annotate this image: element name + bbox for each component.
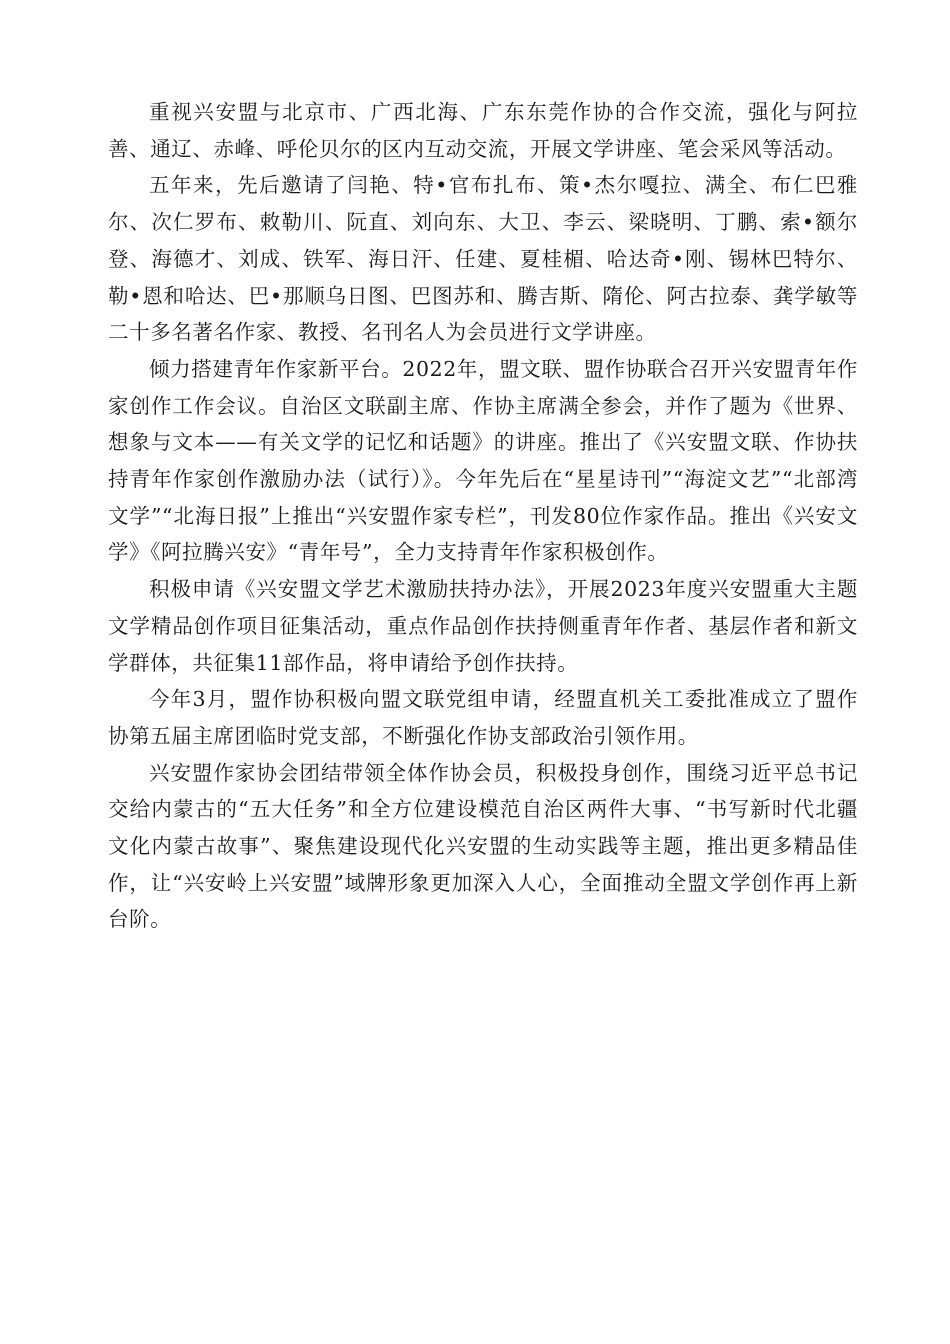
paragraph-conclusion: 兴安盟作家协会团结带领全体作协会员，积极投身创作，围绕习近平总书记交给内蒙古的“五大任务”和全方位建设模范自治区两件大事、“书写新时代北疆文化内蒙古故事”、聚焦建设现代化兴安盟的生动实践等主题，推出更多精品佳作，让“兴安岭上兴安盟”域牌形象更加深入人心，全面推动全盟文学创作再上新台阶。: [108, 760, 858, 932]
paragraph-invited-lecturers: 五年来，先后邀请了闫艳、特•官布扎布、策•杰尔嘎拉、满全、布仁巴雅尔、次仁罗布、敕勒川、阮直、刘向东、大卫、李云、梁晓明、丁鹏、索•额尔登、海德才、刘成、铁军、海日汗、任建、夏桂楣、哈达奇•刚、锡林巴特尔、勒•恩和哈达、巴•那顺乌日图、巴图苏和、腾吉斯、隋伦、阿古拉泰、龚学敏等二十多名著名作家、教授、名刊名人为会员进行文学讲座。: [108, 173, 858, 345]
paragraph-incentive-support: 积极申请《兴安盟文学艺术激励扶持办法》，开展2023年度兴安盟重大主题文学精品创作项目征集活动，重点作品创作扶持侧重青年作者、基层作者和新文学群体，共征集11部作品，将申请给予创作扶持。: [108, 577, 858, 675]
document-body: [108, 94, 858, 938]
paragraph-partnership-exchange: 重视兴安盟与北京市、广西北海、广东东莞作协的合作交流，强化与阿拉善、通辽、赤峰、呼伦贝尔的区内互动交流，开展文学讲座、笔会采风等活动。: [108, 100, 858, 161]
paragraph-party-branch: 今年3月，盟作协积极向盟文联党组申请，经盟直机关工委批准成立了盟作协第五届主席团临时党支部，不断强化作协支部政治引领作用。: [108, 687, 858, 748]
paragraph-young-writers-platform: 倾力搭建青年作家新平台。2022年，盟文联、盟作协联合召开兴安盟青年作家创作工作会议。自治区文联副主席、作协主席满全参会，并作了题为《世界、想象与文本——有关文学的记忆和话题》的讲座。推出了《兴安盟文联、作协扶持青年作家创作激励办法（试行）》。今年先后在“星星诗刊”“海淀文艺”“北部湾文学”“北海日报”上推出“兴安盟作家专栏”，刊发80位作家作品。推出《兴安文学》《阿拉腾兴安》“青年号”，全力支持青年作家积极创作。: [108, 356, 858, 565]
